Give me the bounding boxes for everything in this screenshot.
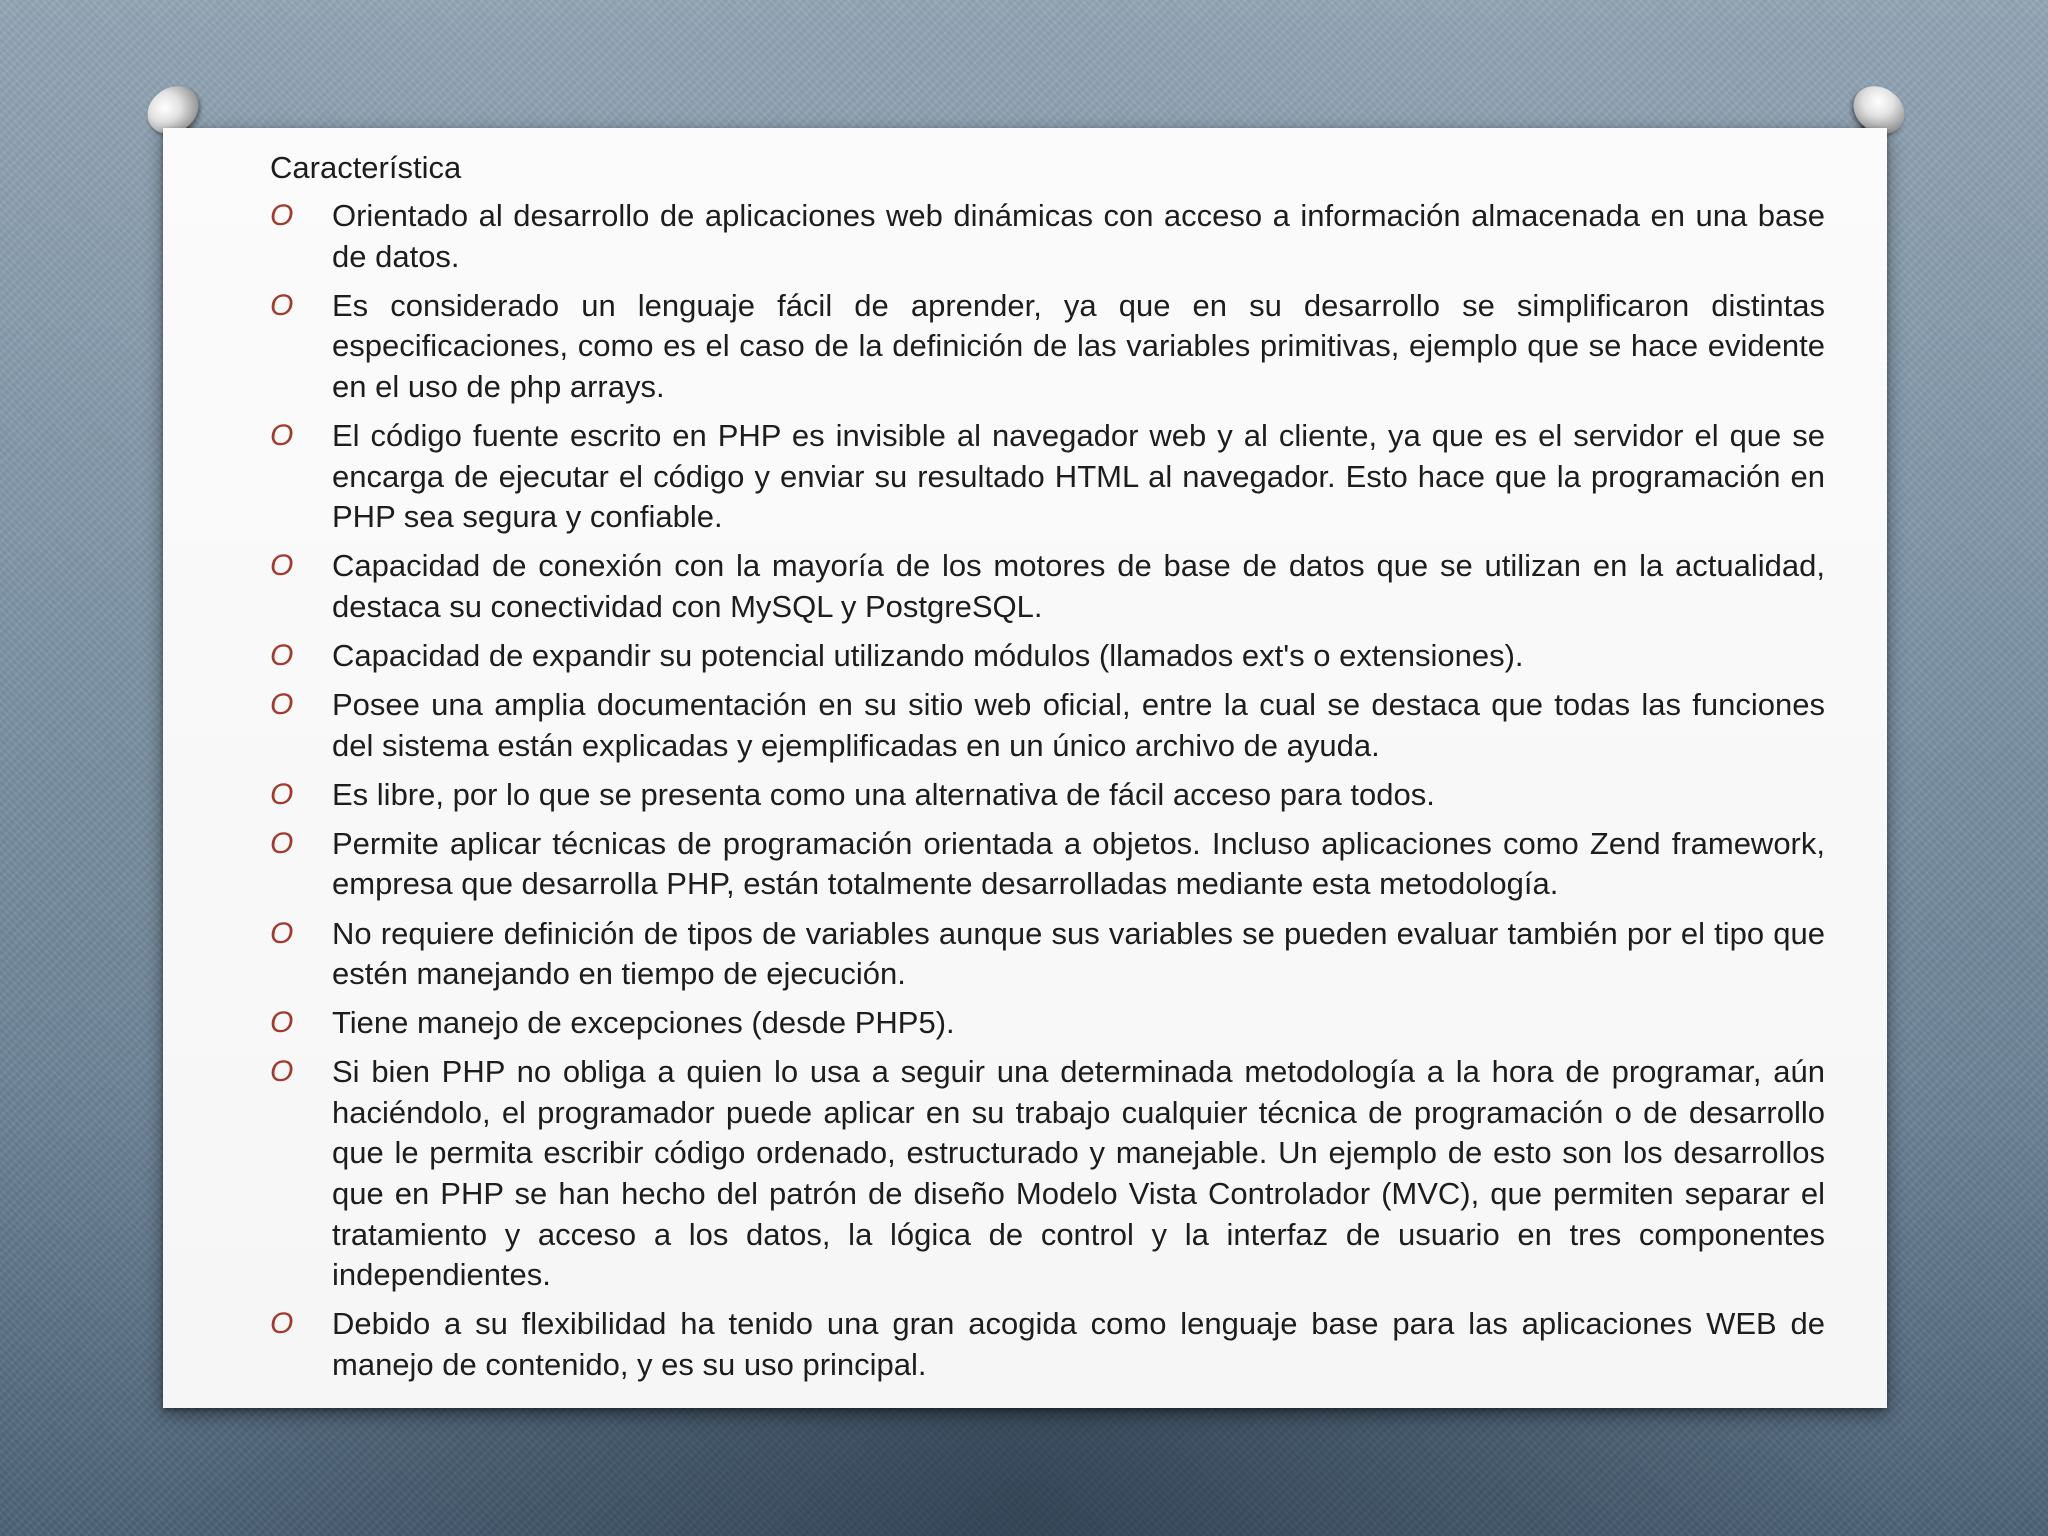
list-item bbox=[270, 824, 1825, 905]
list-item bbox=[270, 636, 1825, 677]
bullet-marker-icon: O bbox=[270, 638, 294, 672]
list-item bbox=[270, 546, 1825, 627]
bullet-text: Posee una amplia documentación en su sitio web oficial, entre la cual se destaca que todas las funciones del sistema están explicadas y ejemplificadas en un único archivo de ayuda. bbox=[332, 687, 1825, 763]
bullet-text: Si bien PHP no obliga a quien lo usa a seguir una determinada metodología a la hora de programar, aún haciéndolo, el programador puede aplicar en su trabajo cualquier técnica de programación o de desarrollo que le permita escribir código ordenado, estructurado y manejable. Un ejemplo de esto son los desarrollos que en PHP se han hecho del patrón de diseño Modelo Vista Controlador (MVC), que permiten separar el tratamiento y acceso a los datos, la lógica de control y la interfaz de usuario en tres componentes independientes. bbox=[332, 1054, 1825, 1293]
list-item bbox=[270, 286, 1825, 408]
bullet-marker-icon: O bbox=[270, 549, 294, 583]
bullet-text: No requiere definición de tipos de variables aunque sus variables se pueden evaluar también por el tipo que estén manejando en tiempo de ejecución. bbox=[332, 915, 1825, 992]
list-item bbox=[270, 775, 1825, 816]
bullet-text: Capacidad de expandir su potencial utilizando módulos (llamados ext's o extensiones). bbox=[332, 637, 1524, 673]
bullet-marker-icon: O bbox=[270, 288, 294, 322]
bullet-marker-icon: O bbox=[270, 1055, 294, 1089]
bullet-text: Capacidad de conexión con la mayoría de los motores de base de datos que se utilizan en la actualidad, destaca su conectividad con MySQL y PostgreSQL. bbox=[332, 548, 1825, 624]
bullet-list bbox=[270, 196, 1825, 1386]
bullet-text: Es libre, por lo que se presenta como una alternativa de fácil acceso para todos. bbox=[332, 776, 1435, 812]
bullet-text: El código fuente escrito en PHP es invisible al navegador web y al cliente, ya que es el servidor el que se encarga de ejecutar el código y enviar su resultado HTML al navegador. Esto hace que la programación en PHP sea segura y confiable. bbox=[332, 417, 1825, 535]
bullet-text: Permite aplicar técnicas de programación orientada a objetos. Incluso aplicaciones como Zend framework, empresa que desarrolla PHP, están totalmente desarrolladas mediante esta metodología. bbox=[332, 825, 1825, 902]
list-item bbox=[270, 685, 1825, 766]
bullet-marker-icon: O bbox=[270, 1006, 294, 1040]
bullet-text: Tiene manejo de excepciones (desde PHP5). bbox=[332, 1005, 955, 1041]
slide-content bbox=[270, 148, 1825, 1394]
list-item bbox=[270, 1304, 1825, 1385]
bullet-text: Orientado al desarrollo de aplicaciones web dinámicas con acceso a información almacenada en una base de datos. bbox=[332, 198, 1825, 274]
bullet-text: Es considerado un lenguaje fácil de aprender, ya que en su desarrollo se simplificaron distintas especificaciones, como es el caso de la definición de las variables primitivas, ejemplo que se hace evidente en el uso de php arrays. bbox=[332, 287, 1825, 404]
list-item bbox=[270, 914, 1825, 995]
slide-heading: Característica bbox=[270, 150, 462, 185]
list-item bbox=[270, 1003, 1825, 1044]
bullet-marker-icon: O bbox=[270, 826, 294, 860]
list-item bbox=[270, 196, 1825, 277]
bullet-text: Debido a su flexibilidad ha tenido una gran acogida como lenguaje base para las aplicaciones WEB de manejo de contenido, y es su uso principal. bbox=[332, 1306, 1825, 1382]
bullet-marker-icon: O bbox=[270, 418, 294, 452]
list-item bbox=[270, 416, 1825, 538]
bullet-marker-icon: O bbox=[270, 688, 294, 722]
list-item bbox=[270, 1052, 1825, 1296]
bullet-marker-icon: O bbox=[270, 777, 294, 811]
bullet-marker-icon: O bbox=[270, 916, 294, 950]
bullet-marker-icon: O bbox=[270, 199, 294, 232]
bullet-marker-icon: O bbox=[270, 1307, 294, 1341]
